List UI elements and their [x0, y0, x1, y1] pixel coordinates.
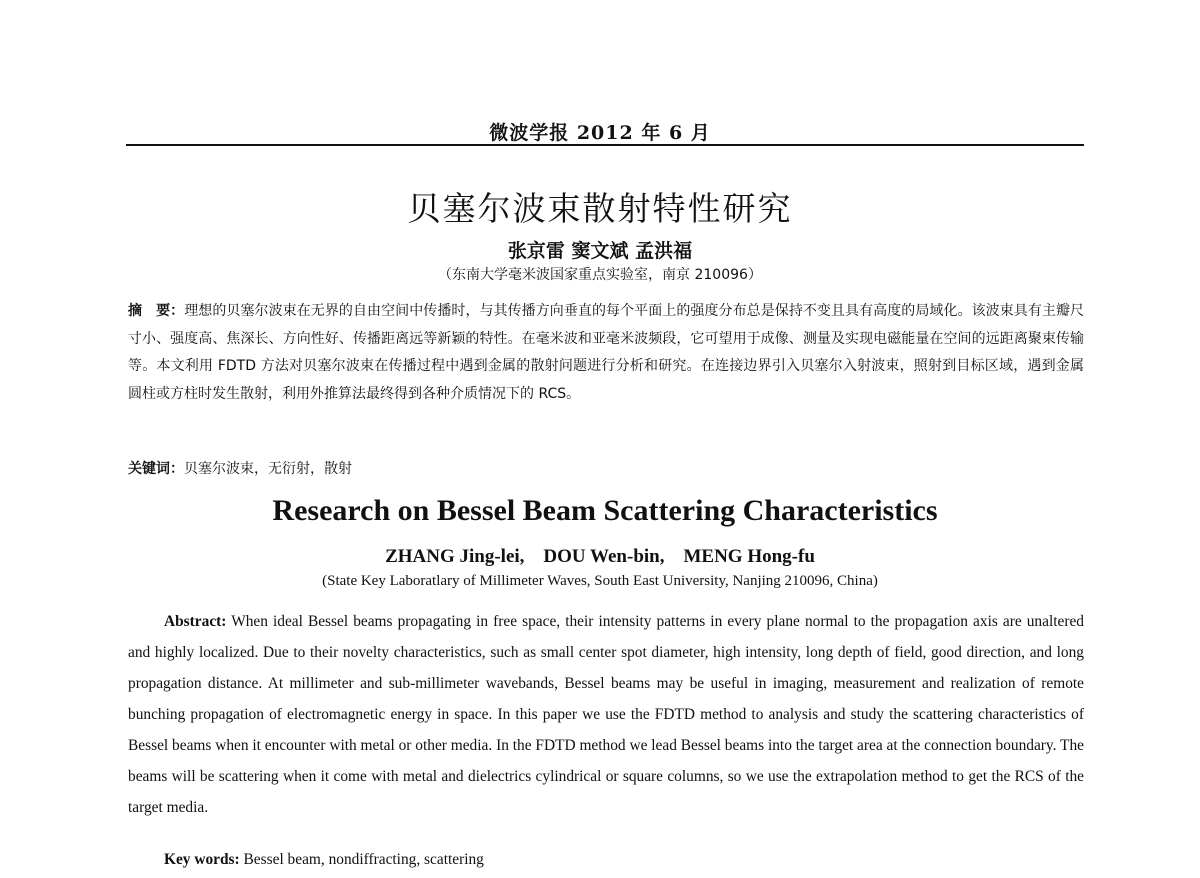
english-affiliation: (State Key Laboratlary of Millimeter Waves, South East University, Nanjing 210096, China) [322, 573, 878, 589]
chinese-abstract [128, 298, 1084, 408]
journal-header: 微波学报 2012 年 6 月 [489, 122, 711, 144]
chinese-affiliation: （东南大学毫米波国家重点实验室，南京 210096） [438, 267, 762, 283]
english-abstract [128, 606, 1084, 823]
english-abstract-label: Abstract: [164, 613, 227, 630]
chinese-abstract-label: 摘 要： [128, 303, 185, 319]
chinese-title: 贝塞尔波束散射特性研究 [407, 189, 793, 228]
header-rule [126, 144, 1084, 146]
chinese-abstract-text: 理想的贝塞尔波束在无界的自由空间中传播时，与其传播方向垂直的每个平面上的强度分布总是保持不变且具有高度的局域化。该波束具有主瓣尺寸小、强度高、焦深长、方向性好、传播距离远等新颖的特性。在毫米波和亚毫米波频段，它可望用于成像、测量及实现电磁能量在空间的远距离聚束传输等。本文利用 FDTD 方法对贝塞尔波束在传播过程中遇到金属的散射问题进行分析和研究。在连接边界引入贝塞尔入射波束，照射到目标区域，遇到金属圆柱或方柱时发生散射，利用外推算法最终得到各种介质情况下的 RCS。 [128, 303, 1085, 402]
english-keywords-text: Bessel beam, nondiffracting, scattering [243, 851, 484, 868]
english-abstract-text: When ideal Bessel beams propagating in free space, their intensity patterns in every plane normal to the propagation axis are unaltered and highly localized. Due to their novelty characteristics, such as small center spot diameter, high intensity, long depth of field, good direction, and long propagation distance. At millimeter and sub-millimeter wavebands, Bessel beams may be useful in imaging, measurement and realization of remote bunching propagation of electromagnetic energy in space. In this paper we use the FDTD method to analysis and study the scattering characteristics of Bessel beams when it encounter with metal or other media. In the FDTD method we lead Bessel beams into the target area at the connection boundary. The beams will be scattering when it come with metal and dielectrics cylindrical or square columns, so we use the extrapolation method to get the RCS of the target media. [128, 613, 1084, 816]
english-title: Research on Bessel Beam Scattering Characteristics [272, 494, 938, 527]
english-authors: ZHANG Jing-lei, DOU Wen-bin, MENG Hong-fu [385, 546, 815, 567]
chinese-authors: 张京雷 窦文斌 孟洪福 [507, 240, 693, 262]
chinese-keywords-text: 贝塞尔波束，无衍射，散射 [184, 461, 352, 477]
english-keywords [164, 851, 1084, 869]
chinese-keywords-label: 关键词： [128, 461, 184, 477]
english-keywords-label: Key words: [164, 851, 240, 868]
chinese-keywords [128, 458, 1084, 478]
